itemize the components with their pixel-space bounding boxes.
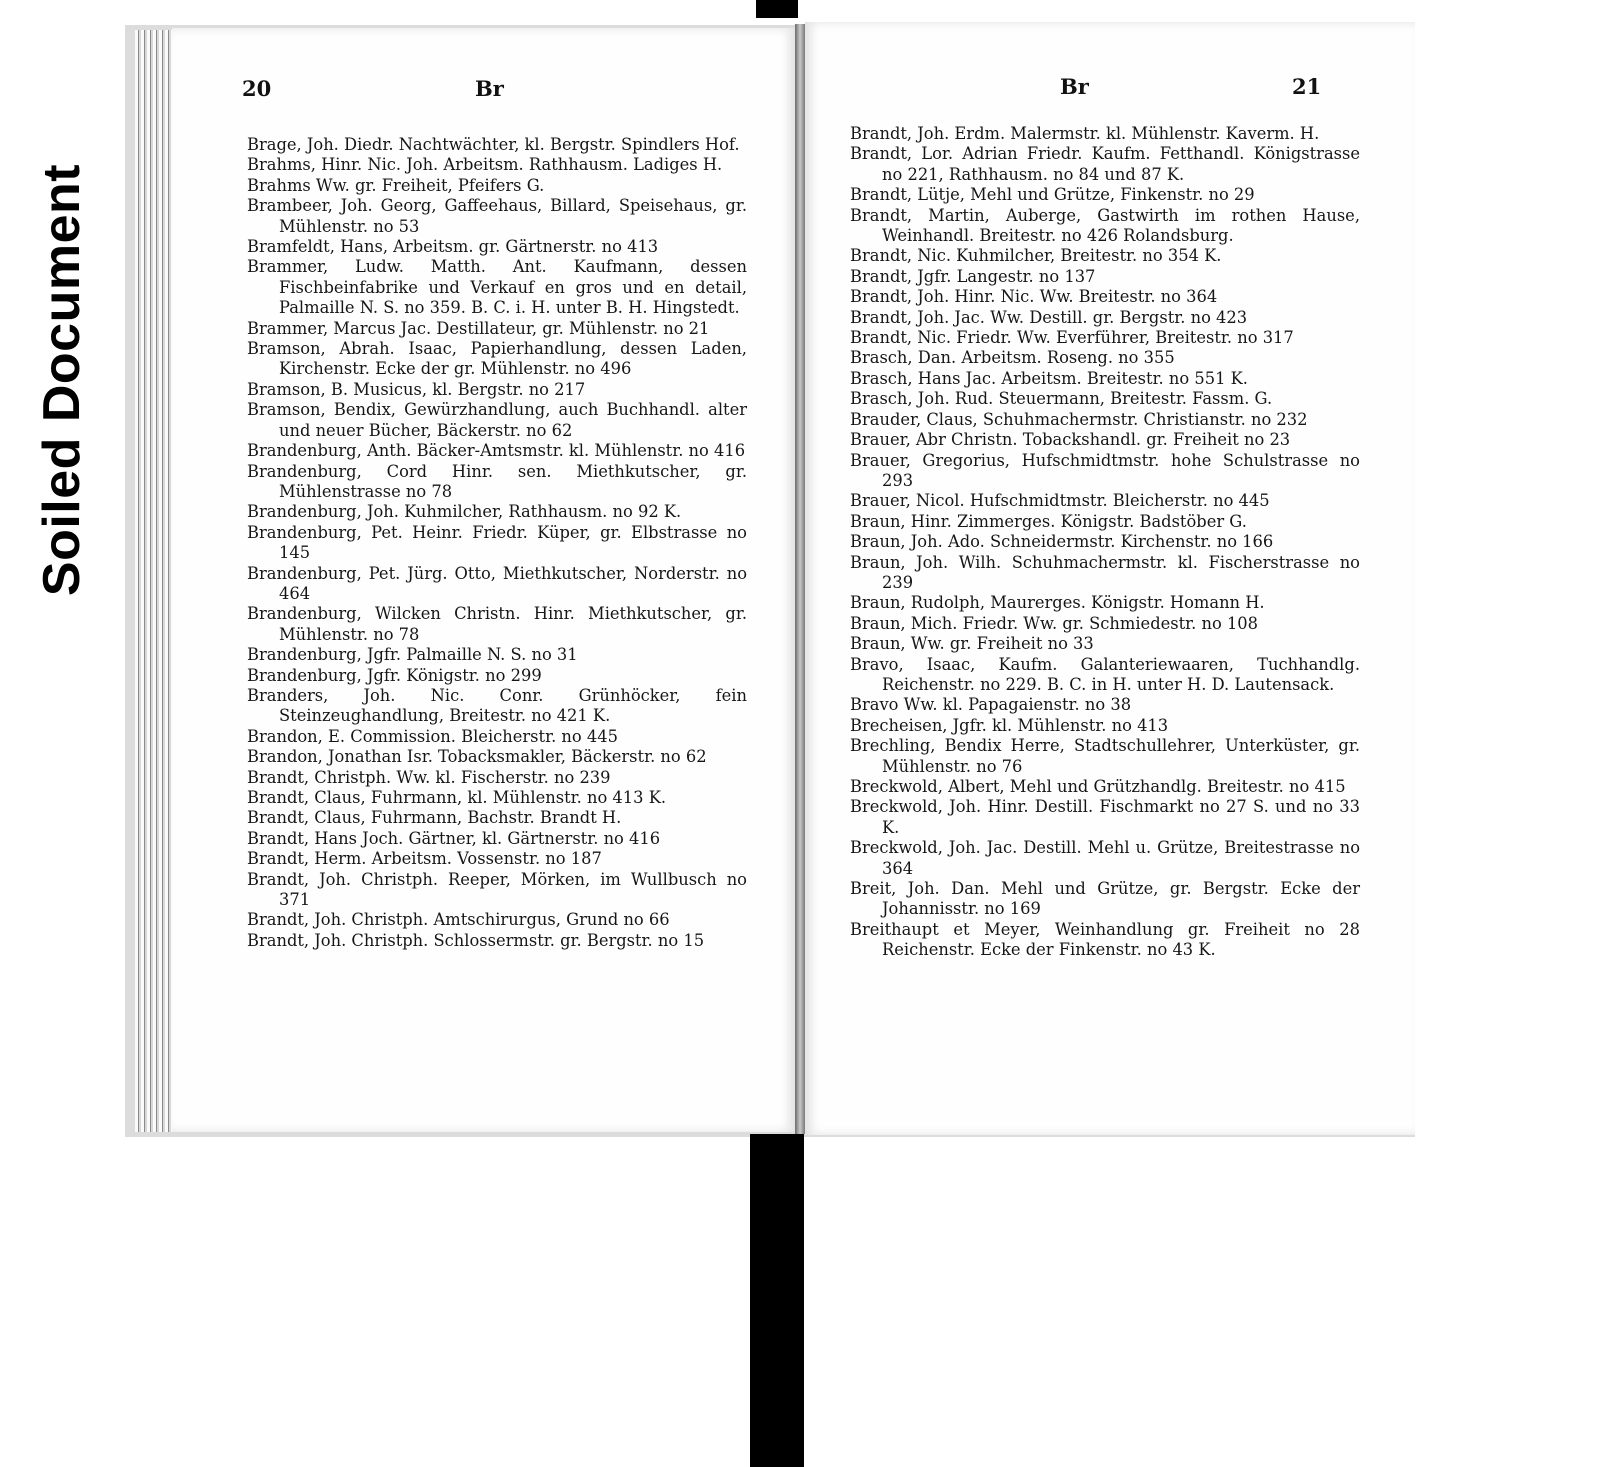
directory-entry: Brandt, Claus, Fuhrmann, Bachstr. Brandt H.: [247, 808, 622, 828]
directory-entry: Brandt, Lor. Adrian Friedr. Kaufm. Fetthandl. Königstrasse no 221, Rathhausm. no 84 und 87 K.: [850, 144, 1360, 184]
directory-entry: Brauer, Abr Christn. Tobackshandl. gr. Freiheit no 23: [850, 430, 1291, 450]
directory-entry: Brandenburg, Pet. Heinr. Friedr. Küper, gr. Elbstrasse no 145: [247, 522, 747, 563]
binding-strip-bottom: [750, 1134, 804, 1467]
directory-entry: Brecheisen, Jgfr. kl. Mühlenstr. no 413: [850, 715, 1169, 735]
soiled-document-label: [32, 120, 92, 640]
right-page: [805, 22, 1415, 1135]
directory-entry: Brandenburg, Cord Hinr. sen. Miethkutscher, gr. Mühlenstrasse no 78: [247, 461, 747, 501]
directory-entry: Brauder, Claus, Schuhmachermstr. Christianstr. no 232: [850, 409, 1308, 429]
directory-entry: Brandt, Joh. Hinr. Nic. Ww. Breitestr. no 364: [850, 287, 1218, 307]
directory-entry: Brandenburg, Joh. Kuhmilcher, Rathhausm. no 92 K.: [247, 502, 682, 522]
directory-entry: Brandenburg, Jgfr. Palmaille N. S. no 31: [247, 645, 578, 665]
directory-entry: Brandt, Claus, Fuhrmann, kl. Mühlenstr. no 413 K.: [247, 788, 667, 807]
directory-entry: Breckwold, Joh. Hinr. Destill. Fischmarkt no 27 S. und no 33 K.: [850, 797, 1360, 837]
directory-entry: Brandt, Joh. Christph. Schlossermstr. gr. Bergstr. no 15: [247, 930, 705, 950]
directory-entry: Bravo Ww. kl. Papagaienstr. no 38: [850, 695, 1132, 715]
directory-entry: Brasch, Hans Jac. Arbeitsm. Breitestr. no 551 K.: [850, 368, 1248, 388]
directory-entry: Brandt, Christph. Ww. kl. Fischerstr. no 239: [247, 767, 611, 787]
directory-entry: Brandt, Joh. Jac. Ww. Destill. gr. Bergstr. no 423: [850, 307, 1248, 327]
left-page: [172, 28, 795, 1132]
directory-entry: Brandt, Martin, Auberge, Gastwirth im rothen Hause, Weinhandl. Breitestr. no 426 Rolandsburg.: [850, 205, 1360, 246]
directory-entry: Bramson, Bendix, Gewürzhandlung, auch Buchhandl. alter und neuer Bücher, Bäckerstr. no 62: [247, 400, 747, 440]
directory-entry: Brauer, Nicol. Hufschmidtmstr. Bleicherstr. no 445: [850, 491, 1270, 511]
book-gutter: [795, 24, 805, 1134]
directory-entry: Brechling, Bendix Herre, Stadtschullehrer, Unterküster, gr. Mühlenstr. no 76: [850, 736, 1360, 776]
soiled-document-text: Soiled Document: [33, 163, 91, 597]
directory-entry: Brasch, Joh. Rud. Steuermann, Breitestr. Fassm. G.: [850, 389, 1273, 409]
directory-entry: Brandt, Lütje, Mehl und Grütze, Finkenstr. no 29: [850, 185, 1255, 205]
directory-entry: Brage, Joh. Diedr. Nachtwächter, kl. Bergstr. Spindlers Hof.: [247, 135, 740, 154]
directory-entry: Breckwold, Albert, Mehl und Grützhandlg. Breitestr. no 415: [850, 777, 1346, 796]
directory-entry: Brambeer, Joh. Georg, Gaffeehaus, Billard, Speisehaus, gr. Mühlenstr. no 53: [247, 196, 747, 236]
directory-entry: Brauer, Gregorius, Hufschmidtmstr. hohe Schulstrasse no 293: [850, 450, 1360, 490]
directory-entry: Braun, Mich. Friedr. Ww. gr. Schmiedestr. no 108: [850, 613, 1259, 633]
directory-entry: Branders, Joh. Nic. Conr. Grünhöcker, fein Steinzeughandlung, Breitestr. no 421 K.: [247, 685, 747, 726]
directory-entry: Braun, Ww. gr. Freiheit no 33: [850, 634, 1094, 654]
directory-entry: Braun, Rudolph, Maurerges. Königstr. Homann H.: [850, 593, 1265, 613]
directory-entry: Brandt, Joh. Christph. Amtschirurgus, Grund no 66: [247, 910, 670, 930]
directory-entries-left: [247, 135, 747, 951]
directory-entry: Brandenburg, Wilcken Christn. Hinr. Miethkutscher, gr. Mühlenstr. no 78: [247, 604, 747, 644]
directory-entry: Brasch, Dan. Arbeitsm. Roseng. no 355: [850, 348, 1175, 368]
directory-entry: Brahms, Hinr. Nic. Joh. Arbeitsm. Rathhausm. Ladiges H.: [247, 155, 723, 175]
directory-entry: Bramson, B. Musicus, kl. Bergstr. no 217: [247, 379, 586, 399]
directory-entry: Brandt, Nic. Friedr. Ww. Everführer, Breitestr. no 317: [850, 328, 1294, 348]
running-head-right: Br: [1060, 74, 1089, 99]
directory-entry: Braun, Hinr. Zimmerges. Königstr. Badstöber G.: [850, 511, 1247, 531]
directory-entry: Bramson, Abrah. Isaac, Papierhandlung, dessen Laden, Kirchenstr. Ecke der gr. Mühlenstr. no 496: [247, 339, 747, 379]
running-head-left: Br: [475, 76, 504, 101]
directory-entry: Brandon, E. Commission. Bleicherstr. no 445: [247, 726, 618, 746]
binding-strip-top: [756, 0, 798, 18]
directory-entry: Brandenburg, Anth. Bäcker-Amtsmstr. kl. Mühlenstr. no 416: [247, 441, 746, 461]
directory-entry: Brandenburg, Jgfr. Königstr. no 299: [247, 665, 542, 685]
directory-entry: Brandt, Joh. Erdm. Malermstr. kl. Mühlenstr. Kaverm. H.: [850, 124, 1320, 143]
directory-entry: Braun, Joh. Wilh. Schuhmachermstr. kl. Fischerstrasse no 239: [850, 552, 1360, 592]
directory-entry: Brahms Ww. gr. Freiheit, Pfeifers G.: [247, 175, 545, 195]
directory-entry: Brammer, Marcus Jac. Destillateur, gr. Mühlenstr. no 21: [247, 318, 710, 338]
directory-entry: Breckwold, Joh. Jac. Destill. Mehl u. Grütze, Breitestrasse no 364: [850, 838, 1360, 878]
page-number-left: 20: [242, 76, 272, 101]
directory-entry: Breithaupt et Meyer, Weinhandlung gr. Freiheit no 28 Reichenstr. Ecke der Finkenstr. no 43 K.: [850, 919, 1360, 960]
directory-entry: Brandt, Jgfr. Langestr. no 137: [850, 266, 1096, 286]
directory-entry: Breit, Joh. Dan. Mehl und Grütze, gr. Bergstr. Ecke der Johannisstr. no 169: [850, 879, 1360, 919]
directory-entry: Brandon, Jonathan Isr. Tobacksmakler, Bäckerstr. no 62: [247, 747, 707, 767]
directory-entry: Brandt, Joh. Christph. Reeper, Mörken, im Wullbusch no 371: [247, 869, 747, 910]
directory-entry: Bravo, Isaac, Kaufm. Galanteriewaaren, Tuchhandlg. Reichenstr. no 229. B. C. in H. unter H. D. Lautensack.: [850, 654, 1360, 694]
directory-entry: Bramfeldt, Hans, Arbeitsm. gr. Gärtnerstr. no 413: [247, 237, 659, 257]
directory-entry: Braun, Joh. Ado. Schneidermstr. Kirchenstr. no 166: [850, 532, 1274, 552]
directory-entry: Brandt, Nic. Kuhmilcher, Breitestr. no 354 K.: [850, 246, 1222, 266]
directory-entry: Brandt, Herm. Arbeitsm. Vossenstr. no 187: [247, 849, 602, 869]
page-number-right: 21: [1292, 74, 1322, 99]
directory-entry: Brandenburg, Pet. Jürg. Otto, Miethkutscher, Norderstr. no 464: [247, 563, 747, 603]
directory-entry: Brandt, Hans Joch. Gärtner, kl. Gärtnerstr. no 416: [247, 828, 661, 848]
directory-entry: Brammer, Ludw. Matth. Ant. Kaufmann, dessen Fischbeinfabrike und Verkauf en gros und en detail, Palmaille N. S. no 359. B. C. i. H. unter B. H. Hingstedt.: [247, 257, 747, 318]
directory-entries-right: [850, 124, 1360, 961]
page-edges: [135, 30, 177, 1132]
